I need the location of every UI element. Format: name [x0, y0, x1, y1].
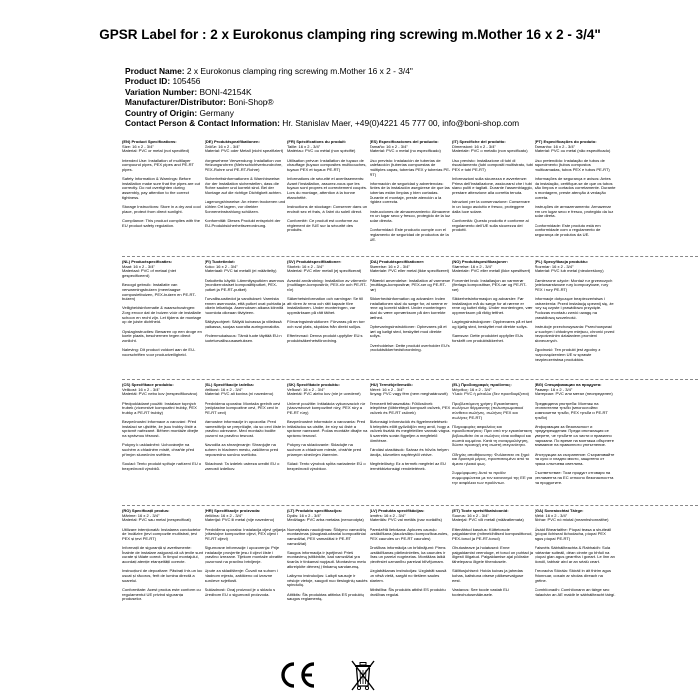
- language-block-line: Ábhar: PVC nó miotal (neamhshonraithe): [534, 517, 609, 523]
- language-block-line: Material: PVC or metal (not specified): [122, 148, 190, 154]
- language-block-line: Materiale: PVC eller metal (ikke specificeret): [369, 268, 450, 274]
- language-block: [287, 140, 368, 254]
- language-block: [452, 509, 533, 631]
- language-block-header: (NO) Produktspesifikasjoner:: [452, 260, 508, 264]
- language-block-line: Größe: 16 x 2 - 3/4": [204, 143, 240, 149]
- language-block-line: Materiał: PVC lub metal (nieokreślony): [534, 268, 604, 274]
- manufacturer-value: Boni-Shop®: [228, 97, 274, 108]
- language-spec-grid: [122, 140, 698, 631]
- language-block-line: Material: PVC o metal (no especificado): [369, 148, 441, 154]
- language-block-line: Paredzētā lietošana: Apkures cauruļu uzstādīšana (daudzslāņu kompozītcaurules, PEX caurules un PE-RT caurules): [369, 526, 449, 541]
- language-block-line: Πληροφορίες ασφαλείας και προειδοποιήσεις: Πριν από την εγκατάσταση βεβαιωθείτε ότι οι σωλήνες είναι καθαροί και σωστά κομμένοι. Κατά τη συναρμολόγηση, δώστε προσοχή στη σωστή στεγανότητα.: [452, 423, 532, 448]
- language-block-line: Conformidade: Este produto está em conformidade com o regulamento de segurança de produtos da UE.: [534, 222, 601, 237]
- language-block-line: Påtænkt anvendelse: Installation af varmerør (multilags-kompositrør, PEX-rør og PE-RT-rør): [369, 277, 451, 292]
- language-block-line: Material: PVC sau metal (nespecificat): [122, 517, 191, 523]
- language-block-line: Informations de sécurité et avertissements: Avant l'installation, assurez-vous que les tuyaux sont propres et correctement coupés. Lors du montage, attention à la bonne étanchéité.: [287, 176, 368, 200]
- product-name-value: 2 x Eurokonus clamping ring screwing m.Mother 16 x 2 - 3/4": [186, 66, 413, 76]
- language-block-line: Utilizare intenționată: Instalarea conductelor de încălzire (țevi compozite multistrat, țevi PEX și țevi PE-RT): [122, 526, 201, 541]
- language-block: [122, 140, 203, 254]
- language-block-line: Tamanho: 16 x 2 - 3/4": [534, 143, 576, 149]
- language-block: [617, 383, 698, 503]
- language-block-line: Matériau: PVC ou métal (non spécifié): [287, 148, 356, 154]
- language-block-line: Lagringsinstruksjoner: Oppbevares på et tørt og kjølig sted, beskyttet mot direkte sollys.: [452, 319, 533, 329]
- language-block-line: Méid: 16 x 2 - 3/4": [534, 512, 568, 518]
- language-block-line: Atbilstība: Šis produkts atbilst ES produktu drošības regulai.: [369, 586, 446, 597]
- language-block-line: Taille: 16 x 2 - 3/4": [287, 143, 321, 149]
- language-block-line: Predvidena uporaba: Montaža grelnih cevi (večplastne kompozitne cevi, PEX cevi in PE-RT cevi): [204, 400, 281, 415]
- language-block-line: Maat: 16 x 2 - 3/4": [122, 263, 155, 269]
- language-block-line: Uso previsto: Instalación de tuberías de calefacción (tuberías compuestas de múltiples capas, tuberías PEX y tuberías PE-RT): [369, 157, 451, 177]
- language-block-line: Turvallisuustiedot ja varoitukset: Varmista ennen asennusta, että putket ovat puhtaita ja oikein leikattuja. Asennuksen aikana kiinnitä huomiota oikeaan tiiviyteen.: [204, 296, 286, 316]
- language-block: [122, 383, 203, 503]
- language-block-line: Uso previsto: Installazione di tubi di riscaldamento (tubi compositi multistrato, tubi PEX e tubi PE-RT): [452, 157, 533, 172]
- language-block-line: Atitiktis: Šis produktas atitinka ES produktų saugos reglamentą.: [287, 591, 364, 602]
- manufacturer-label: Manufacturer/Distributor:: [125, 97, 226, 108]
- language-block-line: Pokyny na skladovanie: Skladujte na suchom a chladnom mieste, chráňte pred priamym slnečným žiarením.: [287, 442, 362, 457]
- language-block: [617, 260, 698, 377]
- language-block-line: Určené použitie: Inštalácia vykurovacích rúr (viacvrstvové kompozitné rúry, PEX rúry a PE-RT rúry): [287, 400, 366, 415]
- country-of-origin-label: Country of Origin:: [125, 107, 198, 118]
- language-block-line: Bezpečnostní informace a varování: Před instalací se ujistěte, že jsou trubky čisté a správně nařezané. Během montáže dbejte na správnou těsnost.: [122, 419, 199, 439]
- language-block-line: Vastavus: See toode vastab ELi tooteohutusmäärusele.: [452, 586, 510, 597]
- language-block-line: Méret: 16 x 2 - 3/4": [369, 386, 404, 392]
- language-block: [287, 509, 368, 631]
- product-id-row: [125, 76, 645, 86]
- language-block-line: Utilisation prévue: Installation de tuyaux de chauffage (tuyaux composites multicouches, tuyaux PEX et tuyaux PE-RT): [287, 157, 367, 172]
- product-id-value: 105456: [172, 76, 201, 87]
- language-block-line: Informații de siguranță și avertismente: Înainte de instalare asigurați-vă că țevile sunt curate și tăiate corect. În timpul montajului, acordați atenție etanșeității corecte.: [122, 545, 203, 565]
- language-block-line: Sikkerhedsinformation og advarsler: Inden installationen skal du sørge for, at rørene er rene og korrekt skåret. Under monteringen skal du være opmærksom på den korrekte tæthed.: [369, 296, 448, 320]
- language-block-line: Materiál: PVC alebo kov (nie je uvedené): [287, 391, 361, 397]
- language-block-line: Numatytasis naudojimas: Šildymo vamzdžių montavimas (daugiasluoksniai kompozitiniai vamzdžiai, PEX vamzdžiai ir PE-RT vamzdžiai): [287, 526, 366, 546]
- language-block-line: Anyag: PVC vagy fém (nem meghatározott): [369, 391, 448, 397]
- language-block: [205, 383, 286, 503]
- language-block: [205, 260, 286, 377]
- language-block-line: Skladnost: Ta izdelek ustreza uredbi EU o varnosti izdelkov.: [204, 460, 280, 471]
- language-block-line: Conformitate: Acest produs este conform cu regulamentul UE privind siguranța produselor.: [122, 586, 201, 602]
- language-block-header: (FR) Spécifications du produit:: [287, 140, 347, 144]
- language-block-line: Информация за безопасност и предупреждения: Преди инсталация се уверете, че тръбите са чисти и правилно нарязани. По време на монтажа обърнете внимание на правилното уплътнение.: [534, 423, 614, 448]
- language-block-line: Инструкции за съхранение: Съхранявайте на сухо и хладно място, защитено от пряка слънчева светлина.: [534, 451, 615, 466]
- section-divider: [122, 256, 698, 257]
- language-block-line: Intended Use: Installation of multilayer compound pipes, PEX pipes and PE-RT pipes.: [122, 157, 194, 172]
- language-block-header: (EN) Product Specifications:: [122, 140, 177, 144]
- language-block-header: (ES) Especificaciones del producto:: [369, 140, 439, 144]
- product-id-label: Product ID:: [125, 76, 171, 87]
- language-block-line: Материал: PVC или метал (неопределен): [534, 391, 613, 397]
- language-block: [617, 509, 698, 631]
- product-name-row: [125, 66, 645, 76]
- language-block-line: Opbevaringsinstruktioner: Opbevares på et tørt og køligt sted, beskyttet mod direkte sollys.: [369, 324, 447, 339]
- language-block: [535, 383, 616, 503]
- language-block-line: Conformidad: Este producto cumple con el reglamento de seguridad de productos de la UE.: [369, 227, 449, 242]
- language-block: [370, 383, 451, 503]
- language-block-line: Veličina: 16 x 2 - 3/4": [204, 512, 243, 518]
- country-of-origin-row: [125, 108, 645, 118]
- language-block-line: Informazioni sulla sicurezza e avvertenze: Prima dell'installazione, assicurarsi che i tubi siano puliti e tagliati. Durante l'assemblaggio, prestare attenzione alla corretta tenuta.: [452, 176, 533, 196]
- language-block: [370, 140, 451, 254]
- language-block-line: Säilitusjuhised: Hoida kuivas ja jahedas kohas, kaitstuna otsese päikesevalguse eest.: [452, 568, 524, 583]
- language-block-header: (CS) Specifikace produktu:: [122, 383, 174, 387]
- language-block-header: (RO) Specificații produs:: [122, 509, 170, 513]
- language-row: [122, 383, 698, 503]
- language-block-line: Samsvar: Dette produktet oppfyller EUs forskrift om produktsikkerhet.: [452, 333, 524, 343]
- language-block-line: Forventet bruk: Installasjon av varmerør (flerlags komposittrør, PEX-rør og PE-RT-rør): [452, 277, 527, 292]
- language-block-line: Uso pretendido: Instalação de tubos de aquecimento (tubos compostos multicamadas, tubos PEX e tubos PE-RT): [534, 157, 610, 172]
- language-block: [370, 260, 451, 377]
- language-block-line: Drošības informācija un brīdinājumi: Pirms uzstādīšanas pārliecinieties, ka caurules ir tīras un pareizi nogrieztas. Montāžas laikā pievērsiet uzmanību pareizai blīvējumam.: [369, 545, 446, 565]
- language-block-line: Úsáid Bheartaithe: Píopaí teasa a shuiteáil (píopaí ilchiseal ilchodacha, píopaí PEX agus píopaí PE-RT): [534, 526, 611, 541]
- language-block-line: Säkerhetsinformation och varningar: Se till att rören är rena och rätt kapade före installationen. Under monteringen, var uppmärksam på rätt täthet.: [287, 296, 364, 316]
- variation-number-label: Variation Number:: [125, 86, 198, 97]
- language-block-line: Materiaal: PVC of metaal (niet gespecificeerd): [122, 268, 176, 278]
- variation-number-value: BONI-42154K: [199, 86, 252, 97]
- contact-row: [125, 118, 645, 128]
- language-block-line: Instrucțiuni de depozitare: Păstrați într-un loc uscat și răcoros, ferit de lumina directă a soarelui.: [122, 568, 203, 583]
- language-block: [452, 383, 533, 503]
- language-block-line: Veľkosť: 16 x 2 - 3/4": [287, 386, 325, 392]
- language-block-line: Съответствие: Този продукт отговаря на регламента на ЕС относно безопасността на продуктите.: [534, 470, 614, 485]
- manufacturer-row: [125, 97, 645, 107]
- language-block: [122, 509, 203, 631]
- language-block-line: Προβλεπόμενη χρήση: Εγκατάσταση σωλήνων θέρμανσης (πολυστρωματικοί σύνθετοι σωλήνες, σωλήνες PEX και σωλήνες PE-RT): [452, 400, 524, 420]
- language-block-header: (NL) Productspecificaties:: [122, 260, 173, 264]
- language-block-line: Material: PVC ou metal (não especificado): [534, 148, 611, 154]
- language-block: [205, 509, 286, 631]
- language-block-line: Comhlíonadh: Comhlíonann an táirge seo rialachán an AE maidir le sábháilteacht táirgí.: [534, 586, 616, 597]
- language-block-line: Sikkerhetsinformasjon og advarsler: Før installasjon må du sørge for at rørene er rene og kuttet riktig. Under monteringen, vær oppmerksom på riktig tetthet.: [452, 296, 533, 316]
- language-block-header: (IT) Specifiche del prodotto:: [452, 140, 506, 144]
- language-block-header: (LT) Produkto specifikacijos:: [287, 509, 343, 513]
- language-block-line: Bezpečnostné informácie a varovania: Pred inštaláciou sa uistite, že rúry sú čisté a správne narezané. Počas montáže dbajte na správnu tesnosť.: [287, 419, 368, 439]
- section-divider: [122, 505, 698, 506]
- language-block-line: Υλικό: PVC ή μέταλλο (δεν προσδιορίζεται): [452, 391, 530, 397]
- gpsr-label-title: GPSR Label for : 2 x Eurokonus clamping ring screwing m.Mother 16 x 2 - 3/4": [99, 27, 601, 42]
- language-block-line: Material: PVC oder Metall (nicht spezifiziert): [204, 148, 284, 154]
- language-block-header: (FI) Tuotetiedot:: [204, 260, 235, 264]
- language-block-header: (DA) Produktspecifikationer:: [369, 260, 425, 264]
- language-block-line: Lagerungshinweise: An einem trockenen und kühlen Ort lagern, vor direkter Sonneneinstrahlung schützen.: [204, 199, 286, 214]
- compliance-icons: [0, 657, 700, 697]
- language-block-line: Размер: 16 x 2 - 3/4": [534, 386, 573, 392]
- language-block: [370, 509, 451, 631]
- language-block-line: Storlek: 16 x 2 - 3/4": [287, 263, 324, 269]
- language-block-line: Velikost: 16 x 2 - 3/4": [204, 386, 243, 392]
- language-block-line: Faisnéis Sábháilteachta & Rabhaidh: Sula ndéantar suiteáil, déan cinnte go bhfuil na píopaí glan agus gearrtha i gceart. Le linn an tionóil, tabhair aird ar an séalú ceart.: [534, 545, 615, 565]
- language-block-line: Μέγεθος: 16 x 2 - 3/4": [452, 386, 492, 392]
- language-block: [287, 383, 368, 503]
- language-block: [205, 140, 286, 254]
- language-block-line: Predviđena uporaba: Instalacija cijevi grijanja (višeslojne kompozitne cijevi, PEX cijevi i PE-RT cijevi): [204, 526, 286, 541]
- language-block-line: Varnostne informacije in opozorila: Pred namestitvijo se prepričajte, da so cevi čiste in pravilno odrezane. Med montažo bodite pozorni na pravilno tesnost.: [204, 419, 286, 439]
- language-block-line: Предвидена употреба: Монтаж на отоплителни тръби (многослойни композитни тръби, PEX тръби и PE-RT тръби): [534, 400, 608, 420]
- language-block-header: (PL) Specyfikacja produktu:: [534, 260, 589, 264]
- language-block-line: Material: PVC ali kovina (ni navedeno): [204, 391, 274, 397]
- language-block-line: Conformité: Ce produit est conforme au règlement de l'UE sur la sécurité des produits.: [287, 217, 358, 233]
- language-block-line: Efterlevnad: Denna produkt uppfyller EU:s produktsäkerhetsförordning.: [287, 333, 363, 343]
- language-block-line: Uzglabāšanas instrukcijas: Uzglabāt sausā un vēsā vietā, sargāt no tiešiem saules stariem.: [369, 568, 447, 583]
- language-block-header: (DE) Produktspezifikationen:: [204, 140, 260, 144]
- language-block-line: Información de seguridad y advertencias: Antes de la instalación asegúrese de que las tuberías están limpias y bien cortadas. Durante el montaje, preste atención a la rigidez correcta.: [369, 180, 450, 205]
- language-block-line: Súlad: Tento výrobok spĺňa nariadenie EÚ o bezpečnosti výrobkov.: [287, 460, 366, 471]
- language-block-line: Saugos informacija ir įspėjimai: Prieš montavimą įsitikinkite, kad vamzdžiai yra švarūs ir tinkamai nupjauti. Montavimo metu atkreipkite dėmesį į tinkamą sandarumą.: [287, 549, 366, 569]
- language-block-line: Ettenähtud kasutus: Küttetorude paigaldamine (mitmekihilised komposiittorud, PEX-torud ja PE-RT-torud): [452, 526, 533, 541]
- language-block-line: Dimensioni: 16 x 2 - 3/4": [452, 143, 496, 149]
- language-block: [452, 260, 533, 377]
- language-block-line: Safety Information & Warnings: Before installation make sure that the pipes are cut correctly. Do not overtighten during assembly, pay attention to the correct tightness.: [122, 176, 201, 200]
- language-block-line: Ohutusteave ja hoiatused: Enne paigaldamist veenduge, et torud on puhtad ja õigesti lõigatud. Paigaldamise ajal pöörake tähelepanu õigele tihendusele.: [452, 545, 533, 565]
- language-block-line: Materjal: PVC või metall (määratlemata): [452, 517, 524, 523]
- language-block: [535, 260, 616, 377]
- language-block-line: Οδηγίες αποθήκευσης: Φυλάσσετε σε ξηρό και δροσερό μέρος, προστατευμένο από το άμεσο ηλιακό φως.: [452, 451, 530, 466]
- language-block-line: Informações de segurança e avisos: Antes da instalação, certifique-se de que os tubos são limpos e cortados corretamente. Durante a montagem, preste atenção à vedação correta.: [534, 176, 616, 200]
- language-block-line: Materiāls: PVC vai metāls (nav norādīts): [369, 517, 442, 523]
- language-block-header: (ET) Toote spetsifikatsioonid:: [452, 509, 509, 513]
- language-block-header: (LV) Produkta specifikācijas:: [369, 509, 425, 513]
- language-block-header: (SL) Specifikacije izdelka:: [204, 383, 254, 387]
- language-block-line: Conformità: Questo prodotto è conforme al regolamento dell'UE sulla sicurezza dei prodotti.: [452, 217, 529, 233]
- language-block-line: Säilytysohjeet: Säilytä kuivassa ja viileässä paikassa, suojaa suoralta auringonvalolta.: [204, 319, 282, 329]
- language-block-line: Avsedd användning: Installation av värmerör (multilager-kompositrör, PEX-rör och PE-RT-rör): [287, 277, 367, 292]
- language-block-line: Συμμόρφωση: Αυτό το προϊόν συμμορφώνεται με τον κανονισμό της ΕΕ για την ασφάλεια των προϊόντων.: [452, 470, 533, 485]
- language-block-line: Overholdelse: Dette produkt overholder EU's produktsikkerhedsforordning.: [369, 342, 450, 353]
- language-block-line: Velikost: 16 x 2 - 3/4": [122, 386, 160, 392]
- contact-value: Hr. Stanislav Maer, +49(0)4221 45 777 00, info@boni-shop.com: [282, 118, 520, 129]
- language-block-line: Materiale: PVC eller metall (ikke spesifisert): [452, 268, 531, 274]
- language-block-line: Izmērs: 16 x 2 - 3/4": [369, 512, 406, 518]
- language-block-line: Pokyny k uskladnění: Uchovávejte na suchém a chladném místě, chraňte před přímým slunečním světlem.: [122, 442, 195, 457]
- language-block-line: Informacje dotyczące bezpieczeństwa i ostrzeżenia: Przed instalacją upewnij się, że rury są czyste i prawidłowo przycięte. Podczas montażu zwróć uwagę na prawidłową szczelność.: [534, 296, 614, 320]
- language-block-line: Beoogd gebruik: Installatie van verwarmingsbuizen (meerlaagse composietbuizen, PEX-buizen en PE-RT-buizen): [122, 282, 196, 302]
- crossed-out-bin-icon: [348, 657, 378, 693]
- language-block-line: Yhdenmukaisuus: Tämä tuote täyttää EU:n tuoteturvallisuusasetuksen.: [204, 333, 282, 343]
- language-block-line: Koko: 16 x 2 - 3/4": [204, 263, 238, 269]
- language-block-line: Veiligheidsinformatie & waarschuwingen: Zorg ervoor dat de buizen vóór de installatie schoon en recht zijn. Let tijdens de montage op de juiste dichtheid.: [122, 305, 202, 325]
- language-block-line: Laikymo instrukcijos: Laikyti sausoje ir vėsioje vietoje, saugoti nuo tiesioginių saulės spindulių.: [287, 573, 368, 588]
- language-block-line: Instrucciones de almacenamiento: Almacene en un lugar seco y fresco, protegido de la luz solar directa.: [369, 208, 451, 223]
- language-block-line: Storage Instructions: Store in a dry and cool place, protect from direct sunlight.: [122, 204, 201, 214]
- language-block: [617, 140, 698, 254]
- language-block-header: (SV) Produktspecifikationer:: [287, 260, 342, 264]
- language-block-line: Medžiaga: PVC arba metalas (nenurodyta): [287, 517, 364, 523]
- language-block-line: Konformität: Dieses Produkt entspricht der EU-Produktsicherheitsverordnung.: [204, 217, 281, 228]
- language-block-line: Compliance: This product complies with the EU product safety regulation.: [122, 217, 200, 228]
- language-block-line: Tamaño: 16 x 2 - 3/4": [369, 143, 408, 149]
- language-block-line: Opslaginstructies: Bewaren op een droge en koele plaats, beschermen tegen direct zonlicht.: [122, 328, 202, 343]
- language-block-line: Soulad: Tento produkt splňuje nařízení EU o bezpečnosti výrobků.: [122, 460, 202, 471]
- language-block-header: (GA) Sonraíochtaí Táirge:: [534, 509, 584, 513]
- language-block-line: Vorgesehene Verwendung: Installation von Heizungsrohren (Mehrschichtverbundrohre, PEX-Rohre und PE-RT-Rohre): [204, 157, 283, 172]
- language-block-line: Megfelelőség: Ez a termék megfelel az EU termékbiztonsági rendeletének.: [369, 460, 446, 471]
- language-block-line: Material: PVC eller metall (ej specificerat): [287, 268, 362, 274]
- language-block-line: Upute za skladištenje: Čuvati na suhom i hladnom mjestu, zaštićeno od izravne sunčeve svjetlosti.: [204, 568, 278, 583]
- language-block-line: Materiaali: PVC tai metalli (ei määritelty): [204, 268, 277, 274]
- language-block-line: Størrelse: 16 x 2 - 3/4": [452, 263, 493, 269]
- language-block-line: Naleving: Dit product voldoet aan de EU-voorschriften voor productveiligheid.: [122, 347, 196, 357]
- language-block-line: Navodila za shranjevanje: Shranjujte na suhem in hladnem mestu, zaščiteno pred neposredno sončno svetlobo.: [204, 442, 279, 457]
- language-block-line: Instruções de armazenamento: Armazenar em um lugar seco e fresco, protegido da luz solar direta.: [534, 204, 614, 219]
- language-block-line: Rozmiar: 16 x 2 - 3/4": [534, 263, 574, 269]
- contact-label: Contact Person & Contact Information:: [125, 118, 280, 129]
- language-block-line: Instrukcje przechowywania: Przechowywać w suchym i chłodnym miejscu, chronić przed bezpośrednim działaniem promieni słonecznych.: [534, 324, 615, 343]
- language-block-line: Předpokládané použití: Instalace topných trubek (vícevrstvé kompozitní trubky, PEX trubky a PE-RT trubky): [122, 400, 197, 415]
- language-block-line: Tárolási utasítások: Száraz és hűvös helyen tárolja, közvetlen napfénytől védve.: [369, 447, 449, 457]
- language-block-line: Størrelse: 16 x 2 - 3/4": [369, 263, 410, 269]
- language-block-header: (HU) Termékjellemzők:: [369, 383, 413, 387]
- language-block-line: Instructions de stockage: Conserver dans un endroit sec et frais, à l'abri du soleil direct.: [287, 204, 368, 214]
- language-block-header: (HR) Specifikacije proizvoda:: [204, 509, 261, 513]
- language-block-line: Sukladnost: Ovaj proizvod je u skladu s Uredbom EU o sigurnosti proizvoda.: [204, 586, 276, 597]
- language-block-header: (PT) Especificações do produto:: [534, 140, 597, 144]
- country-of-origin-value: Germany: [199, 107, 234, 118]
- language-block-line: Sigurnosne informacije i upozorenja: Prije instalacije provjerite jesu li cijevi čiste i pravilno izrezane. Tijekom montaže obratite pozornost na pravilno brtvljenje.: [204, 545, 283, 565]
- language-block-line: Materijal: PVC ili metal (nije navedeno): [204, 517, 275, 523]
- language-block-line: Zgodność: Ten produkt jest zgodny z rozporządzeniem UE w sprawie bezpieczeństwa produktów.: [534, 347, 601, 362]
- language-block: [535, 509, 616, 631]
- section-divider: [122, 379, 698, 380]
- language-block-line: Dydis: 16 x 2 - 3/4": [287, 512, 322, 518]
- language-block-line: Materiale: PVC o metallo (non specificato): [452, 148, 528, 154]
- language-block-line: Zamierzone użycie: Montaż rur grzewczych (wielowarstwowe rury kompozytowe, rury PEX i rury PE-RT): [534, 277, 613, 292]
- product-info: [125, 66, 645, 128]
- language-block-header: (SK) Špecifikácie produktu:: [287, 383, 340, 387]
- language-block-header: (BG) Спецификации на продукта:: [534, 383, 602, 387]
- language-block-line: Treoracha Stórála: Stóráil in áit thirim agus fhionnuar, cosain ar sholas díreach na gréine.: [534, 568, 612, 583]
- language-row: [122, 260, 698, 377]
- language-block-line: Tarkoitettu käyttö: Lämmitysputkien asennus (monikerroksiset komposiittiputket, PEX-putket ja PE-RT-putket): [204, 277, 285, 292]
- language-row: [122, 140, 698, 254]
- language-block-line: Suurus: 16 x 2 - 3/4": [452, 512, 489, 518]
- language-block-line: Istruzioni per la conservazione: Conservare in un luogo asciutto e fresco, proteggere dalla luce solare.: [452, 199, 530, 214]
- product-name-label: Product Name:: [125, 66, 185, 76]
- language-block-line: Förvaringsinstruktioner: Förvaras på en torr och sval plats, skyddas från direkt solljus.: [287, 319, 365, 329]
- language-block-line: Size: 16 x 2 - 3/4": [122, 143, 154, 149]
- language-block-line: Materiál: PVC nebo kov (nespecifikováno): [122, 391, 198, 397]
- language-block-line: Mărime: 16 x 2 - 3/4": [122, 512, 160, 518]
- language-block: [452, 140, 533, 254]
- language-block-line: Biztonsági információk és figyelmeztetések: A telepítés előtt győződjön meg arról, hogy a csövek tiszták és megfelelően vannak vágva. A szerelés során figyeljen a megfelelő tömítésre.: [369, 419, 451, 443]
- language-block: [122, 260, 203, 377]
- language-row: [122, 509, 698, 631]
- language-block-header: (EL) Προδιαγραφές προϊόντος:: [452, 383, 512, 387]
- language-block: [287, 260, 368, 377]
- language-block-line: Tervezett felhasználás: Fűtőcsövek telepítése (többrétegű kompozit csövek, PEX csövek és PE-RT csövek): [369, 400, 451, 415]
- ce-mark-icon: [277, 661, 317, 689]
- variation-number-row: [125, 87, 645, 97]
- language-block-line: Sicherheitsinformationen & Warnhinweise: Vor der Installation sicherstellen, dass die Rohre sauber und korrekt sind. Bei der Montage auf die richtige Dichtigkeit achten.: [204, 176, 282, 196]
- language-block: [535, 140, 616, 254]
